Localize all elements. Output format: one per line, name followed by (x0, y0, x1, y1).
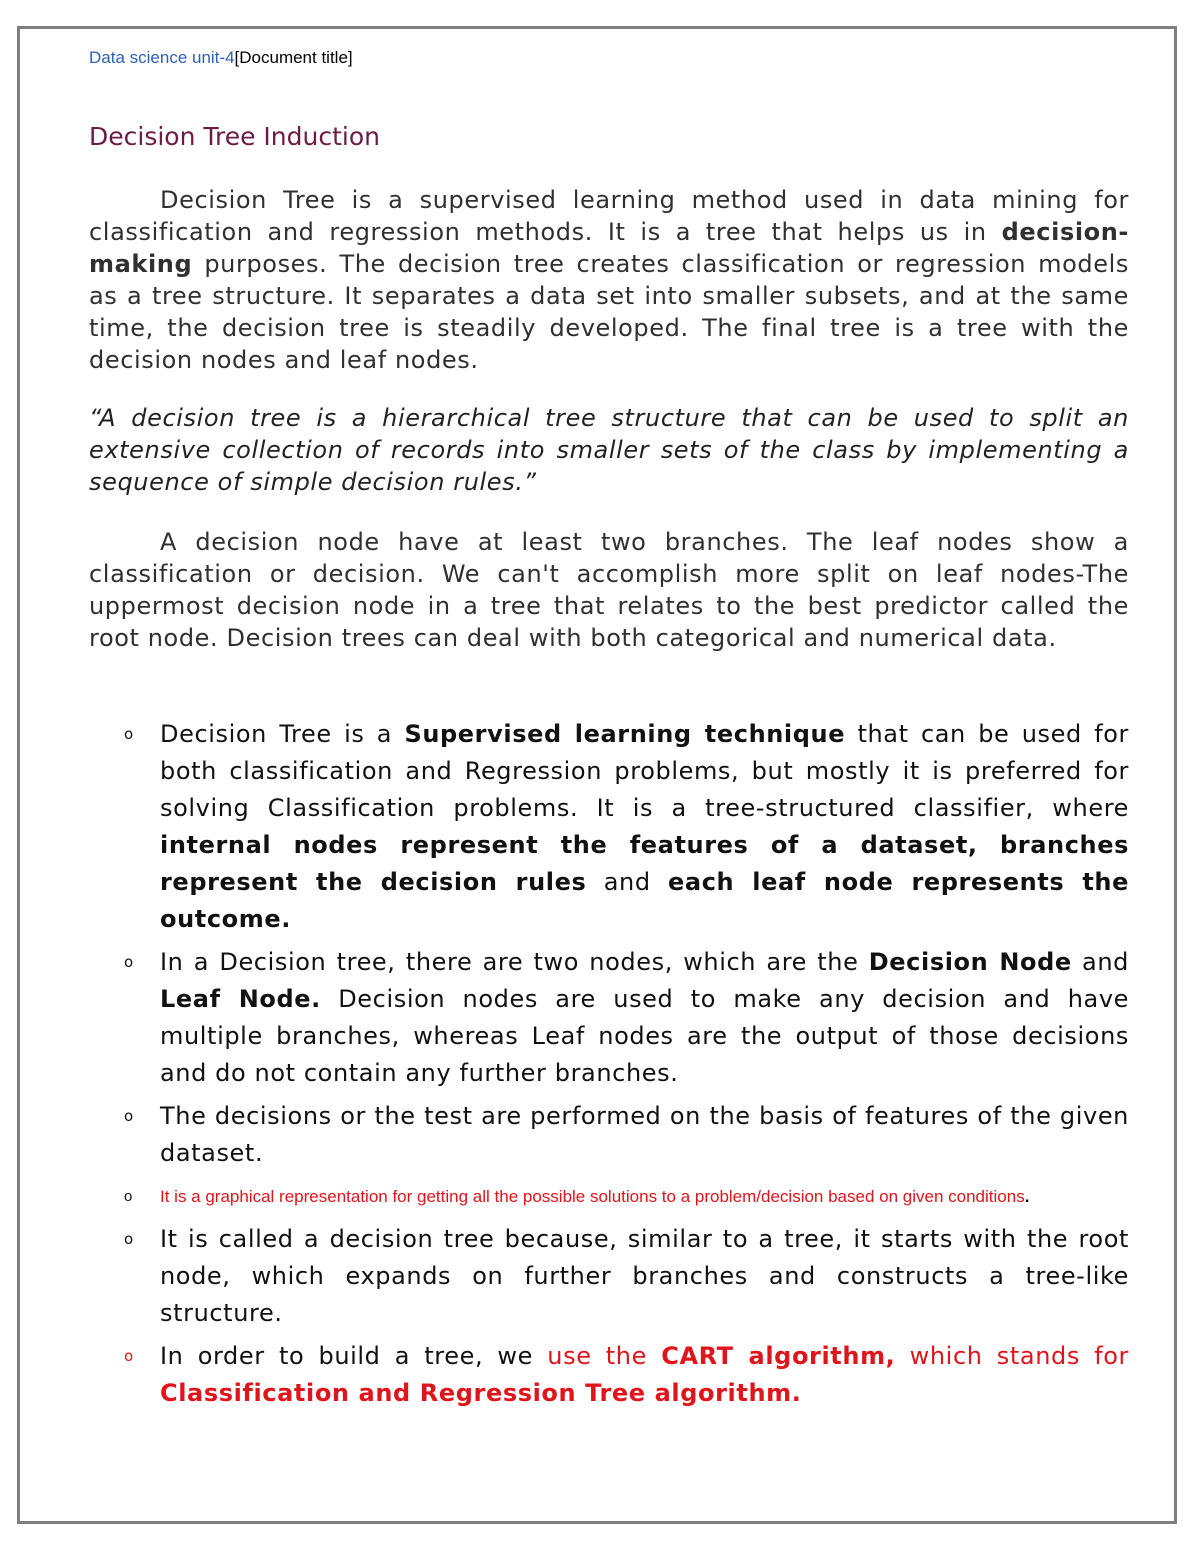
bullet-marker-icon: o (124, 953, 134, 971)
bullet-bold-text: Leaf Node. (160, 985, 321, 1013)
bullet-text: It is a graphical representation for getting all the possible solutions to a problem/decision based on given conditions (160, 1187, 1025, 1206)
bullet-marker-icon: o (124, 725, 134, 743)
bullet-red-bold-text: Classification and Regression Tree algorithm. (160, 1379, 802, 1407)
header-subject: Data science unit-4 (89, 48, 235, 67)
list-item (89, 1178, 1129, 1215)
bullet-text: and (586, 868, 669, 896)
bullet-red-bold-text: CART algorithm, (661, 1342, 896, 1370)
intro-text-a: Decision Tree is a supervised learning method used in data mining for classification and regression methods. It is a tree that helps us in (89, 186, 1129, 246)
bullet-text: that can be used for both classification and Regression problems, but mostly it is preferred for solving Classification problems. It is a tree-structured classifier, where (160, 720, 1130, 822)
bullet-text: In order to build a tree, we (160, 1342, 548, 1370)
list-item (89, 1221, 1129, 1332)
bullet-red-text: which stands for (895, 1342, 1130, 1370)
bullet-text: In a Decision tree, there are two nodes, which are the (160, 948, 869, 976)
definition-quote: “A decision tree is a hierarchical tree structure that can be used to split an extensive collection of records into smaller sets of the class by implementing a sequence of simple decision rules.” (89, 404, 1129, 496)
bullet-text: The decisions or the test are performed on the basis of features of the given dataset. (160, 1102, 1129, 1167)
bullet-marker-icon: o (124, 1347, 134, 1365)
bullet-list (89, 716, 1129, 1418)
bullet-marker-icon: o (124, 1188, 133, 1205)
bullet-text: It is called a decision tree because, similar to a tree, it starts with the root node, which expands on further branches and constructs a tree-like structure. (160, 1225, 1129, 1327)
bullet-text: and (1071, 948, 1129, 976)
page-title: Decision Tree Induction (89, 122, 380, 151)
bullet-bold-text: each leaf node represents the outcome. (160, 868, 1129, 933)
intro-paragraph (89, 184, 1129, 376)
bullet-text: Decision Tree is a (160, 720, 405, 748)
list-item (89, 1338, 1129, 1412)
bullet-marker-icon: o (124, 1107, 134, 1125)
intro-text-c: purposes. The decision tree creates classification or regression models as a tree structure. It separates a data set into smaller subsets, and at the same time, the decision tree is steadily developed. The final tree is a tree with the decision nodes and leaf nodes. (89, 250, 1129, 374)
bullet-period: . (1024, 1187, 1030, 1206)
bullet-text: Decision nodes are used to make any decision and have multiple branches, whereas Leaf nodes are the output of those decisions and do not contain any further branches. (160, 985, 1129, 1087)
bullet-marker-icon: o (124, 1230, 134, 1248)
list-item (89, 1098, 1129, 1172)
intro-text-bold: decision-making (89, 218, 1129, 278)
bullet-bold-text: internal nodes represent the features of a dataset, branches represent the decision rules (160, 831, 1129, 896)
bullet-red-text: use the (547, 1342, 662, 1370)
bullet-bold-text: Decision Node (868, 948, 1072, 976)
list-item (89, 944, 1129, 1092)
list-item (89, 716, 1129, 938)
page-header (89, 48, 353, 68)
bullet-bold-text: Supervised learning technique (404, 720, 846, 748)
decision-node-paragraph: A decision node have at least two branches. The leaf nodes show a classification or decision. We can't accomplish more split on leaf nodes-The uppermost decision node in a tree that relates to the best predictor called the root node. Decision trees can deal with both categorical and numerical data. (89, 528, 1129, 652)
header-document-title: [Document title] (234, 48, 353, 67)
